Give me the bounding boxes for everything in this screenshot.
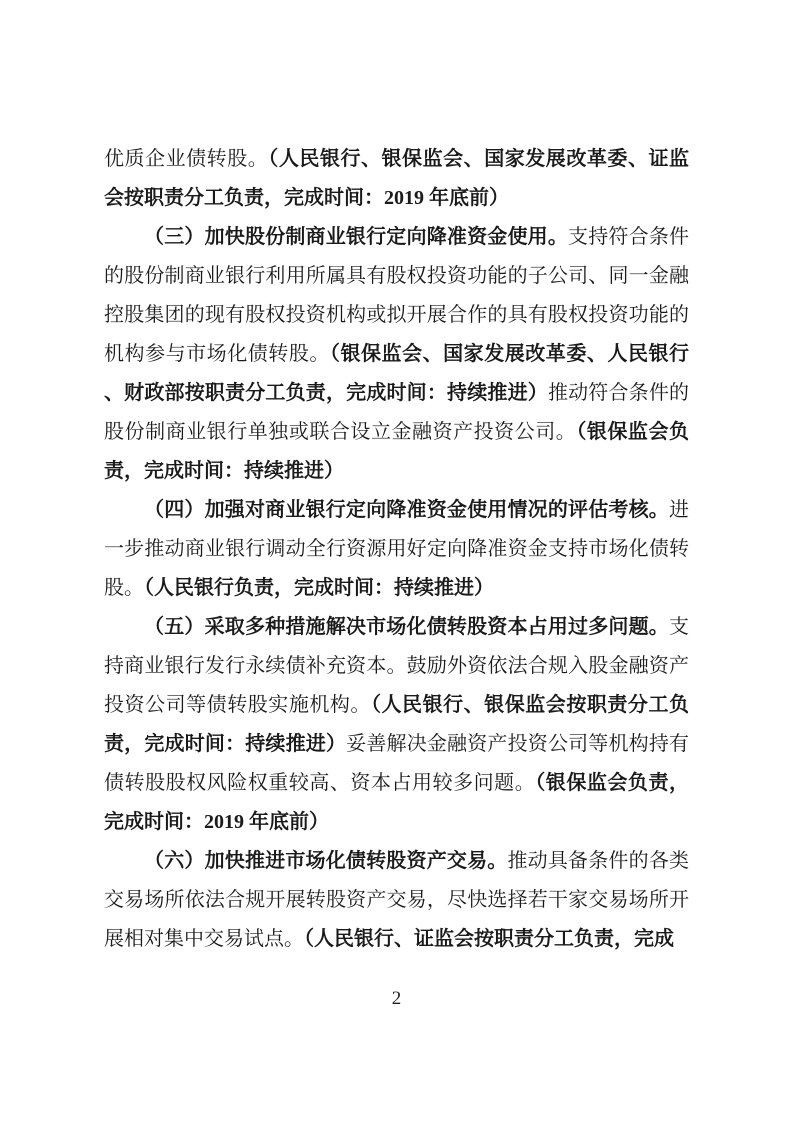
paragraph-section-6 — [104, 842, 689, 959]
paragraph-section-3 — [104, 218, 689, 491]
paragraph-continuation — [104, 140, 689, 218]
responsibility-clause: （人民银行、银保监会、国家发展改革委、证监会按职责分工负责，完成时间：2019 年底前） — [104, 148, 690, 209]
section-heading: （五）采取多种措施解决市场化债转股资本占用过多问题。 — [144, 616, 669, 638]
responsibility-clause: （人民银行、证监会按职责分工负责，完成 — [304, 928, 674, 950]
section-heading: （六）加快推进市场化债转股资产交易。 — [144, 850, 508, 872]
responsibility-clause: （银保监会负责，完成时间：持续推进） — [104, 421, 690, 482]
responsibility-clause: （银保监会、国家发展改革委、人民银行、财政部按职责分工负责，完成时间：持续推进） — [104, 343, 690, 404]
body-text: 妥善解决金融资产投资公司等机构持有债转股股权风险权重较高、资本占用较多问题。 — [104, 733, 690, 794]
body-text: 推动具备条件的各类交易场所依法合规开展转股资产交易，尽快选择若干家交易场所开展相对集中交易试点。 — [104, 850, 690, 950]
responsibility-clause: （人民银行、银保监会按职责分工负责，完成时间：持续推进） — [104, 694, 690, 755]
body-text: 支持商业银行发行永续债补充资本。鼓励外资依法合规入股金融资产投资公司等债转股实施机构。 — [104, 616, 689, 716]
page-number: 2 — [391, 988, 402, 1009]
responsibility-clause: （人民银行负责，完成时间：持续推进） — [144, 577, 494, 599]
section-heading: （三）加快股份制商业银行定向降准资金使用。 — [144, 226, 569, 248]
paragraph-section-4 — [104, 491, 689, 608]
section-heading: （四）加强对商业银行定向降准资金使用情况的评估考核。 — [144, 499, 669, 521]
paragraph-section-5 — [104, 608, 689, 842]
body-text: 优质企业债转股。 — [104, 148, 269, 170]
body-text: 支持符合条件的股份制商业银行利用所属具有股权投资功能的子公司、同一金融控股集团的现有股权投资机构或拟开展合作的具有股权投资功能的机构参与市场化债转股。 — [104, 226, 690, 365]
responsibility-clause: （银保监会负责，完成时间：2019 年底前） — [104, 772, 690, 833]
body-text: 推动符合条件的股份制商业银行单独或联合设立金融资产投资公司。 — [104, 382, 690, 443]
document-body — [104, 140, 689, 959]
body-text: 进一步推动商业银行调动全行资源用好定向降准资金支持市场化债转股。 — [104, 499, 689, 599]
